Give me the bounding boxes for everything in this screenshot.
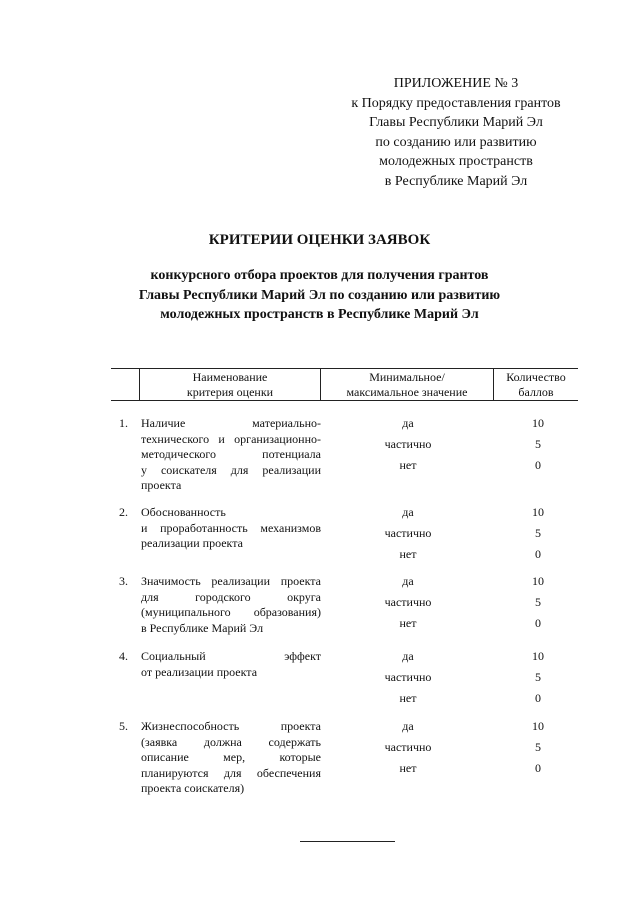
row-number: 1. <box>119 416 128 430</box>
points-partial: 5 <box>535 670 541 684</box>
table-top-border <box>111 368 578 369</box>
points-partial: 5 <box>535 526 541 540</box>
points-yes: 10 <box>532 649 544 663</box>
header-value <box>321 370 493 400</box>
value-no: нет <box>399 761 417 775</box>
footer-rule <box>300 841 395 842</box>
points-yes: 10 <box>532 574 544 588</box>
appendix-line: к Порядку предоставления грантов <box>351 95 561 111</box>
criterion-line: в Республике Марий Эл <box>141 620 264 635</box>
criterion-line: реализации проекта <box>141 536 243 550</box>
value-partial: частично <box>384 595 432 609</box>
criterion-text <box>141 416 321 494</box>
row-number: 2. <box>119 505 128 519</box>
criterion-text <box>141 574 321 636</box>
header-text: критерия оценки <box>186 385 274 399</box>
criterion-line: (муниципального образования) <box>141 605 321 619</box>
value-partial: частично <box>384 740 432 754</box>
value-no: нет <box>399 458 417 472</box>
table-header-bottom-border <box>111 400 578 401</box>
row-number: 5. <box>119 719 128 733</box>
points-no: 0 <box>535 616 541 630</box>
header-text: максимальное значение <box>346 385 468 399</box>
criterion-line: проекта <box>141 478 182 492</box>
points-partial: 5 <box>535 437 541 451</box>
points-no: 0 <box>535 458 541 472</box>
points-yes: 10 <box>532 719 544 733</box>
criterion-line: у соискателя для реализации <box>141 462 321 477</box>
criterion-line: проекта соискателя) <box>141 781 245 795</box>
subtitle-line: Главы Республики Марий Эл по созданию или развитию <box>138 287 501 303</box>
header-text: Количество <box>506 370 566 384</box>
criterion-line: Значимость реализации проекта <box>141 574 321 588</box>
appendix-line: Главы Республики Марий Эл <box>369 115 543 130</box>
criterion-line: технического и организационно- <box>141 431 321 446</box>
points-yes: 10 <box>532 416 544 430</box>
criterion-text <box>141 719 321 797</box>
value-partial: частично <box>384 670 432 684</box>
criterion-line: для городского округа <box>141 589 321 604</box>
row-number: 3. <box>119 574 128 588</box>
value-yes: да <box>402 505 414 519</box>
appendix-line: в Республике Марий Эл <box>384 173 528 189</box>
subtitle-line: конкурсного отбора проектов для получения грантов <box>150 268 489 283</box>
value-yes: да <box>402 649 414 663</box>
header-text: Минимальное/ <box>369 370 445 384</box>
criterion-line: от реализации проекта <box>141 664 258 679</box>
criterion-line: описание мер, которые <box>141 750 321 764</box>
appendix-line: по созданию или развитию <box>375 134 537 150</box>
row-number: 4. <box>119 649 128 663</box>
header-criterion <box>140 370 320 400</box>
value-partial: частично <box>384 526 432 540</box>
value-no: нет <box>399 547 417 561</box>
header-text: Наименование <box>192 370 268 384</box>
document-subtitle <box>0 266 639 325</box>
points-partial: 5 <box>535 740 541 754</box>
points-partial: 5 <box>535 595 541 609</box>
value-no: нет <box>399 691 417 705</box>
value-yes: да <box>402 416 414 430</box>
document-title: КРИТЕРИИ ОЦЕНКИ ЗАЯВОК <box>208 232 431 248</box>
points-no: 0 <box>535 761 541 775</box>
criterion-text <box>141 649 321 680</box>
header-text: баллов <box>518 385 554 399</box>
value-partial: частично <box>384 437 432 451</box>
header-points <box>494 370 578 400</box>
criterion-line: Обоснованность <box>141 505 226 519</box>
value-no: нет <box>399 616 417 630</box>
criterion-line: (заявка должна содержать <box>141 734 321 749</box>
value-yes: да <box>402 574 414 588</box>
points-no: 0 <box>535 691 541 705</box>
points-yes: 10 <box>532 505 544 519</box>
criterion-text <box>141 505 321 552</box>
criterion-line: Наличие материально- <box>141 416 321 430</box>
subtitle-line: молодежных пространств в Республике Марий Эл <box>160 307 479 322</box>
criterion-line: методического потенциала <box>141 447 321 461</box>
criterion-line: Социальный эффект <box>141 649 321 663</box>
criterion-line: Жизнеспособность проекта <box>141 719 321 733</box>
appendix-line: ПРИЛОЖЕНИЕ № 3 <box>393 76 519 91</box>
criterion-line: планируются для обеспечения <box>141 765 321 780</box>
criterion-line: и проработанность механизмов <box>141 520 321 535</box>
value-yes: да <box>402 719 414 733</box>
appendix-line: молодежных пространств <box>379 154 533 169</box>
appendix-block <box>336 74 576 191</box>
points-no: 0 <box>535 547 541 561</box>
